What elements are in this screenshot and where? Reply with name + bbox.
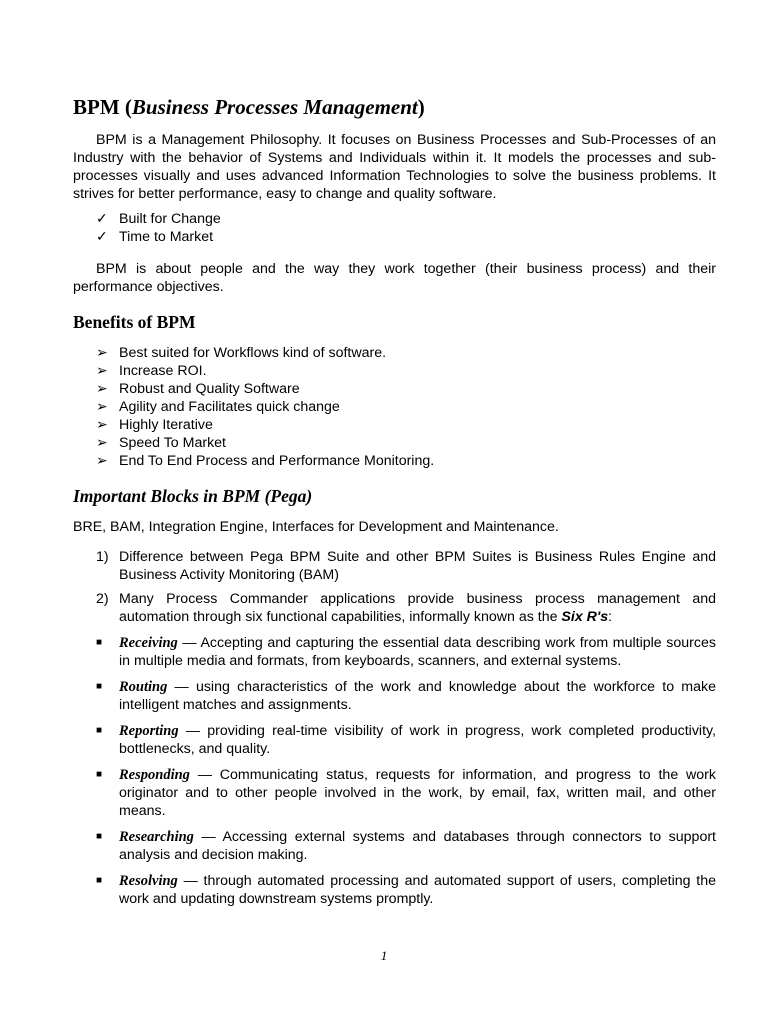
checkmark-icon: ✓ — [96, 211, 108, 227]
square-bullet-icon: ■ — [96, 875, 103, 886]
list-item — [73, 344, 716, 362]
term: Responding — [119, 767, 190, 783]
six-rs-list — [73, 634, 716, 908]
list-item — [73, 590, 716, 626]
list-item-text: Robust and Quality Software — [119, 381, 300, 397]
list-item-text: Built for Change — [119, 211, 221, 227]
document-page — [73, 94, 716, 916]
definition: — using characteristics of the work and knowledge about the workforce to make intelligent matches and assignments. — [119, 679, 716, 713]
list-item-text: Agility and Facilitates quick change — [119, 399, 340, 415]
list-item — [73, 228, 716, 246]
list-item-text: Time to Market — [119, 229, 214, 245]
list-item — [73, 416, 716, 434]
list-item-text: Best suited for Workflows kind of software. — [119, 345, 387, 361]
list-item-text: Difference between Pega BPM Suite and other BPM Suites is Business Rules Engine and Business Activity Monitoring (BAM) — [119, 549, 716, 583]
benefits-heading: Benefits of BPM — [73, 312, 196, 332]
term: Receiving — [119, 635, 178, 651]
square-bullet-icon: ■ — [96, 769, 103, 780]
arrow-bullet-icon: ➢ — [96, 381, 108, 397]
arrow-bullet-icon: ➢ — [96, 399, 108, 415]
square-bullet-icon: ■ — [96, 831, 103, 842]
list-item-text: Speed To Market — [119, 435, 226, 451]
title-open-paren: ( — [124, 95, 132, 119]
term: Routing — [119, 679, 168, 695]
list-item — [73, 548, 716, 584]
list-item-text: Increase ROI. — [119, 363, 207, 379]
definition: — Accessing external systems and databases through connectors to support analysis and decision making. — [119, 829, 716, 863]
checklist — [73, 210, 716, 246]
list-item — [73, 398, 716, 416]
title-close-paren: ) — [417, 95, 425, 119]
arrow-bullet-icon: ➢ — [96, 435, 108, 451]
list-item — [73, 210, 716, 228]
page-number: 1 — [380, 948, 388, 963]
list-item — [73, 452, 716, 470]
term: Reporting — [119, 723, 179, 739]
list-item — [73, 678, 716, 714]
document-title — [73, 94, 716, 120]
square-bullet-icon: ■ — [96, 725, 103, 736]
arrow-bullet-icon: ➢ — [96, 417, 108, 433]
six-rs-emphasis: Six R's — [561, 609, 609, 625]
list-item — [73, 434, 716, 452]
term: Resolving — [119, 873, 178, 889]
list-number: 1) — [96, 549, 109, 565]
definition: — Communicating status, requests for information, and progress to the work originator and to other people involved in the work, by email, fax, written mail, and other means. — [119, 767, 716, 819]
list-number: 2) — [96, 591, 109, 607]
list-item-text: End To End Process and Performance Monitoring. — [119, 453, 435, 469]
intro-paragraph: BPM is a Management Philosophy. It focuses on Business Processes and Sub-Processes of an Industry with the behavior of Systems and Individuals within it. It models the processes and sub-processes visually and uses advanced Information Technologies to solve the business problems. It strives for better performance, easy to change and quality software. — [73, 132, 716, 202]
checkmark-icon: ✓ — [96, 229, 108, 245]
list-item — [73, 828, 716, 864]
term: Researching — [119, 829, 194, 845]
list-item — [73, 362, 716, 380]
list-item — [73, 634, 716, 670]
definition: — through automated processing and automated support of users, completing the work and updating downstream systems promptly. — [119, 873, 716, 907]
title-main: BPM — [73, 95, 120, 119]
definition: — Accepting and capturing the essential data describing work from multiple sources in multiple media and formats, from keyboards, scanners, and external systems. — [119, 635, 716, 669]
people-paragraph: BPM is about people and the way they work together (their business process) and their performance objectives. — [73, 261, 716, 295]
list-item-text: Many Process Commander applications provide business process management and automation through six functional capabilities, informally known as the — [119, 591, 716, 625]
list-item — [73, 872, 716, 908]
definition: — providing real-time visibility of work in progress, work completed productivity, bottlenecks, and quality. — [119, 723, 716, 757]
square-bullet-icon: ■ — [96, 637, 103, 648]
list-item — [73, 766, 716, 820]
list-item — [73, 722, 716, 758]
arrow-bullet-icon: ➢ — [96, 453, 108, 469]
benefits-list — [73, 344, 716, 470]
square-bullet-icon: ■ — [96, 681, 103, 692]
title-italic: Business Processes Management — [131, 95, 418, 119]
list-item — [73, 380, 716, 398]
list-item-tail: : — [608, 609, 613, 625]
blocks-summary: BRE, BAM, Integration Engine, Interfaces for Development and Maintenance. — [73, 519, 559, 535]
blocks-heading: Important Blocks in BPM (Pega) — [73, 486, 313, 506]
list-item-text: Highly Iterative — [119, 417, 213, 433]
numbered-list — [73, 548, 716, 626]
arrow-bullet-icon: ➢ — [96, 345, 108, 361]
arrow-bullet-icon: ➢ — [96, 363, 108, 379]
